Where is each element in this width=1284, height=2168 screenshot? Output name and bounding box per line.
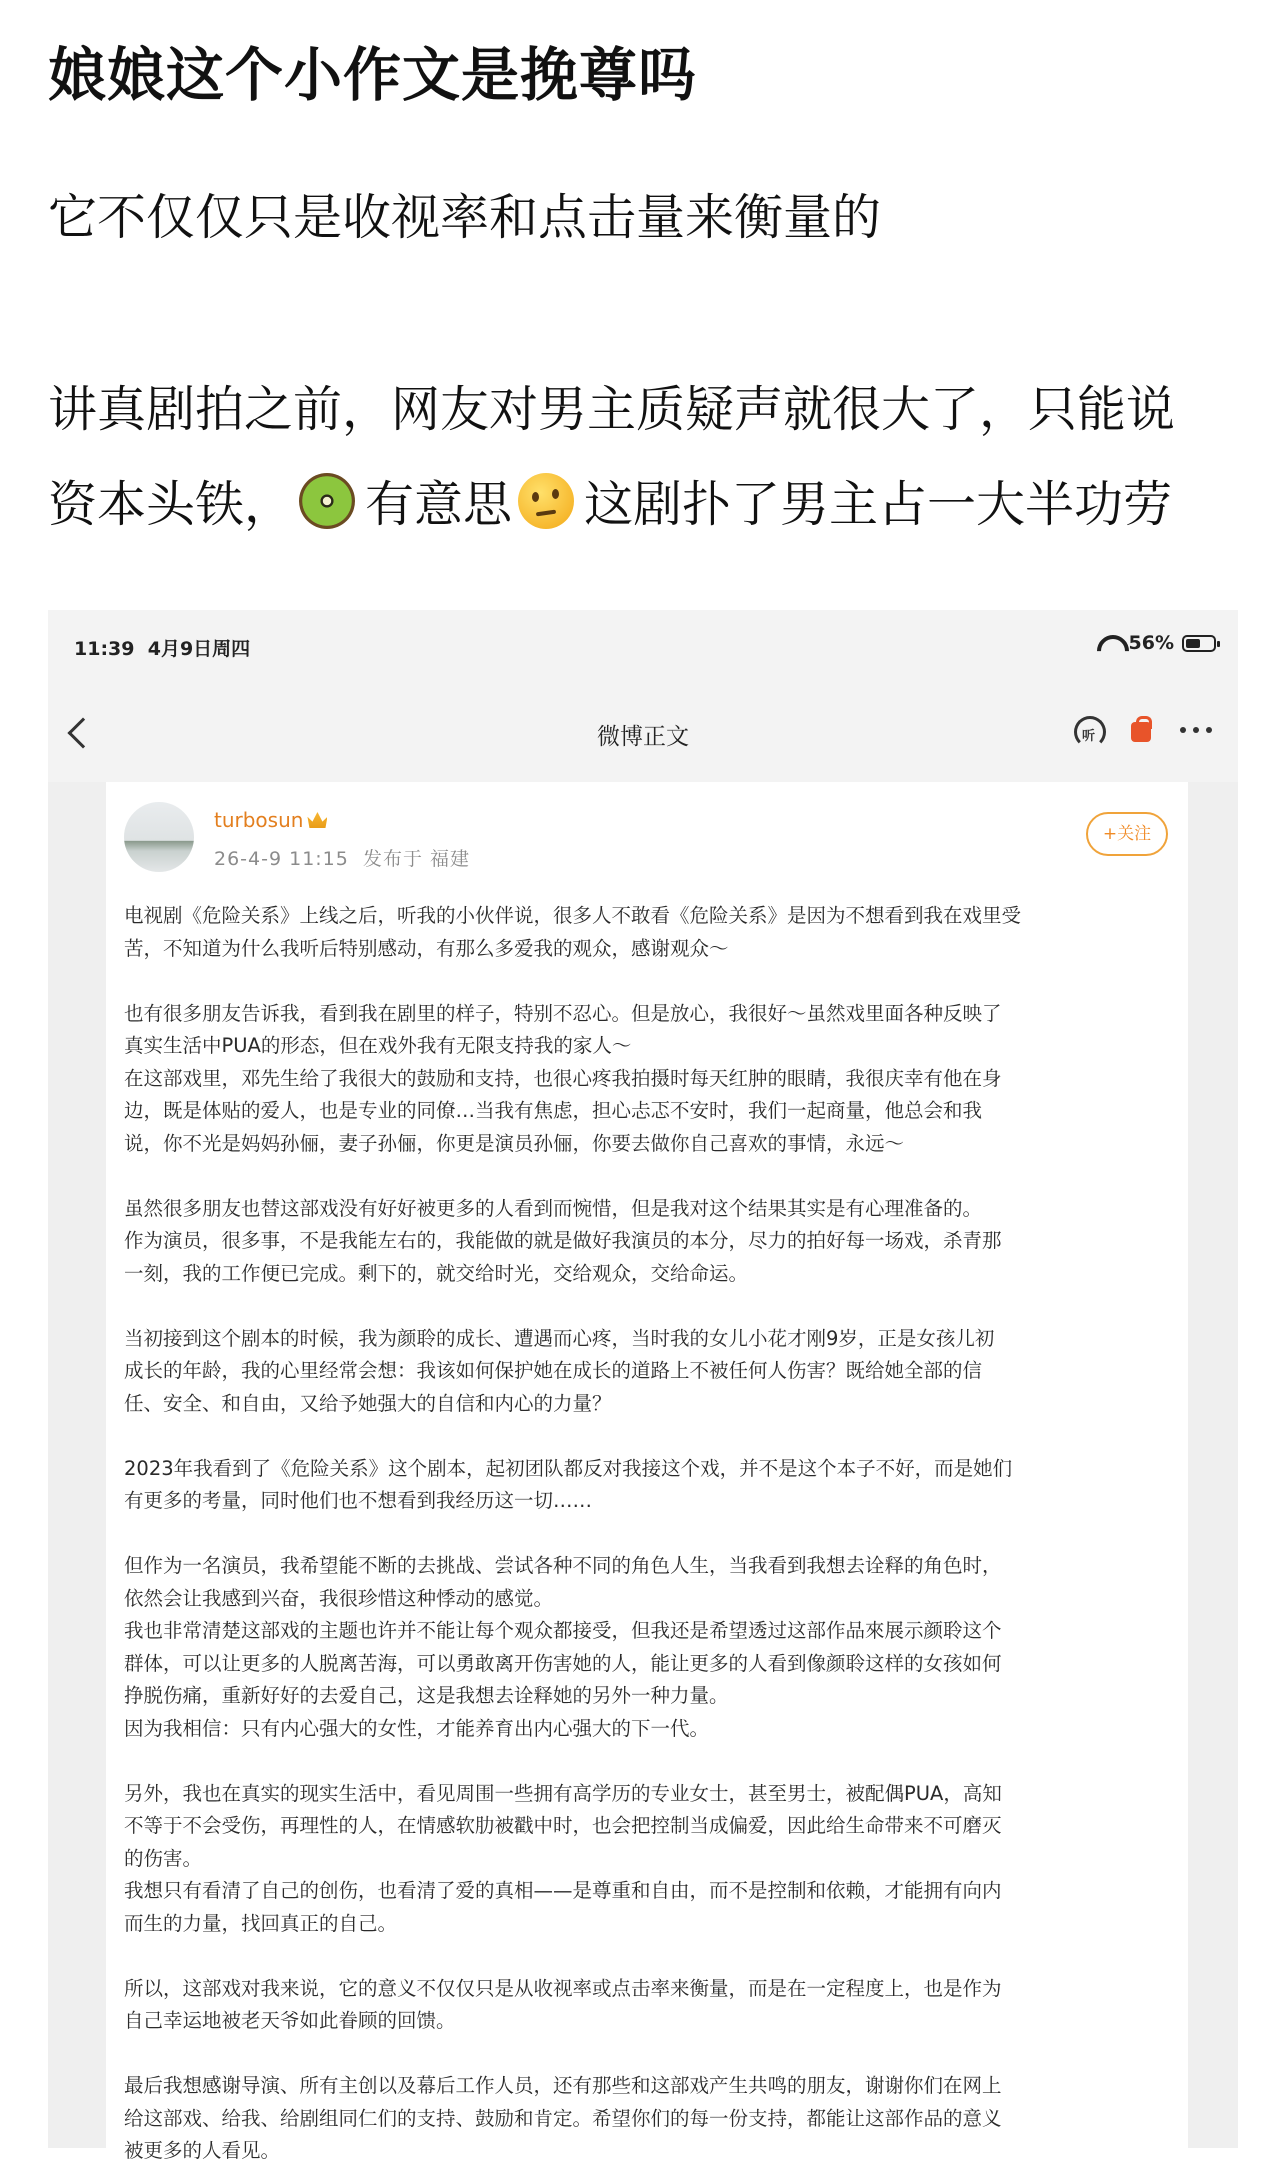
battery-icon <box>1182 635 1216 652</box>
body-line: 我也非常清楚这部戏的主题也许并不能让每个观众都接受，但我还是希望透过这部作品來展示颜聆这个 <box>124 1619 1002 1642</box>
body-gap <box>124 1160 1174 1193</box>
body-gap <box>124 965 1174 998</box>
body-gap <box>124 2038 1174 2071</box>
body-line: 苦，不知道为什么我听后特别感动，有那么多爱我的观众，感谢观众～ <box>124 936 729 960</box>
listen-icon[interactable]: 听 <box>1072 714 1106 746</box>
body-line: 也有很多朋友告诉我，看到我在剧里的样子，特别不忍心。但是放心，我很好～虽然戏里面各种反映了 <box>124 1001 1002 1025</box>
avatar[interactable] <box>124 802 194 872</box>
post-line-3c: 这剧扑了男主占一大半功劳 <box>584 476 1173 533</box>
shopping-bag-icon[interactable] <box>1128 714 1158 746</box>
body-gap <box>124 1745 1174 1778</box>
body-line: 边，既是体贴的爱人，也是专业的同僚…当我有焦虑，担心忐忑不安时，我们一起商量，他总会和我 <box>124 1099 983 1122</box>
body-line: 所以，这部戏对我来说，它的意义不仅仅只是从收视率或点击率来衡量，而是在一定程度上，也是作为 <box>124 1976 1002 2000</box>
body-line: 真实生活中PUA的形态，但在戏外我有无限支持我的家人～ <box>124 1034 632 1057</box>
battery-percent: 56% <box>1128 632 1174 654</box>
body-line: 最后我想感谢导演、所有主创以及幕后工作人员，还有那些和这部戏产生共鸣的朋友，谢谢你们在网上 <box>124 2074 1002 2097</box>
embedded-screenshot <box>48 610 1238 2162</box>
body-line: 说，你不光是妈妈孙俪，妻子孙俪，你更是演员孙俪，你要去做你自己喜欢的事情，永远～ <box>124 1131 905 1155</box>
body-line: 自己幸运地被老天爷如此眷顾的回馈。 <box>124 2009 456 2032</box>
body-line: 挣脱伤痛，重新好好的去爱自己，这是我想去诠释她的另外一种力量。 <box>124 1684 729 1707</box>
kiwi-icon <box>299 473 355 529</box>
nav-actions <box>1072 714 1212 746</box>
post-line-3a: 资本头铁， <box>48 476 294 533</box>
body-line: 作为演员，很多事，不是我能左右的，我能做的就是做好我演员的本分，尽力的拍好每一场戏，杀青那 <box>124 1229 1002 1252</box>
post-location: 发布于 福建 <box>362 848 471 870</box>
body-line: 2023年我看到了《危险关系》这个剧本，起初团队都反对我接这个戏，并不是这个本子不好，而是她们 <box>124 1456 1013 1480</box>
body-gap <box>124 1420 1174 1453</box>
post-line-3 <box>48 457 1175 552</box>
post-timestamp: 26-4-9 11:15 <box>214 848 349 870</box>
body-line: 不等于不会受伤，再理性的人，在情感软肋被戳中时，也会把控制当成偏爱，因此给生命带来不可磨灭 <box>124 1814 1002 1837</box>
body-gap <box>124 1518 1174 1551</box>
body-gap <box>124 1290 1174 1323</box>
body-line: 因为我相信：只有内心强大的女性，才能养育出内心强大的下一代。 <box>124 1716 710 1740</box>
status-date: 4月9日周四 <box>147 638 251 660</box>
body-line: 给这部戏、给我、给剧组同仁们的支持、鼓励和肯定。希望你们的每一份支持，都能让这部作品的意义 <box>124 2106 1002 2130</box>
body-line: 有更多的考量，同时他们也不想看到我经历这一切…… <box>124 1489 593 1512</box>
post-line-1: 它不仅仅只是收视率和点击量来衡量的 <box>48 189 882 246</box>
body-line: 当初接到这个剧本的时候，我为颜聆的成长、遭遇而心疼，当时我的女儿小花才刚9岁，正是女孩儿初 <box>124 1326 995 1350</box>
body-line: 另外，我也在真实的现实生活中，看见周围一些拥有高学历的专业女士，甚至男士，被配偶PUA，高知 <box>124 1781 1002 1805</box>
weibo-body <box>124 900 1174 2168</box>
status-bar <box>48 610 1238 686</box>
username[interactable]: turbosun <box>214 808 327 832</box>
status-time: 11:39 4月9日周四 <box>74 638 251 660</box>
post-line-3b: 有意思 <box>365 476 513 533</box>
thinking-face-icon <box>518 473 574 529</box>
post-paragraph-2 <box>48 362 1175 552</box>
post-line-2: 讲真剧拍之前，网友对男主质疑声就很大了，只能说 <box>48 381 1176 438</box>
body-line: 虽然很多朋友也替这部戏没有好好被更多的人看到而惋惜，但是我对这个结果其实是有心理准备的。 <box>124 1196 983 1220</box>
crown-icon <box>307 812 327 828</box>
body-line: 我想只有看清了自己的创伤，也看清了爱的真相——是尊重和自由，而不是控制和依赖，才能拥有向内 <box>124 1879 1002 1902</box>
body-line: 而生的力量，找回真正的自己。 <box>124 1911 398 1935</box>
body-line: 一刻，我的工作便已完成。剩下的，就交给时光，交给观众，交给命运。 <box>124 1261 749 1285</box>
weibo-card <box>106 782 1188 2162</box>
body-line: 被更多的人看见。 <box>124 2139 281 2162</box>
body-line: 的伤害。 <box>124 1846 203 1870</box>
wifi-icon <box>1097 635 1121 652</box>
body-line: 在这部戏里，邓先生给了我很大的鼓励和支持，也很心疼我拍摄时每天红肿的眼睛，我很庆幸有他在身 <box>124 1066 1002 1090</box>
more-icon[interactable] <box>1180 714 1212 746</box>
post-meta <box>214 844 470 871</box>
body-line: 电视剧《危险关系》上线之后，听我的小伙伴说，很多人不敢看《危险关系》是因为不想看到我在戏里受 <box>124 904 1022 927</box>
body-line: 任、安全、和自由，又给予她强大的自信和内心的力量？ <box>124 1391 612 1415</box>
body-line: 依然会让我感到兴奋，我很珍惜这种悸动的感觉。 <box>124 1586 554 1610</box>
status-indicators <box>1097 632 1216 654</box>
nav-title: 微博正文 <box>597 724 689 750</box>
body-line: 成长的年龄，我的心里经常会想：我该如何保护她在成长的道路上不被任何人伤害？既给她全部的信 <box>124 1359 983 1382</box>
body-line: 但作为一名演员，我希望能不断的去挑战、尝试各种不同的角色人生，当我看到我想去诠释的角色时， <box>124 1554 1002 1577</box>
post-title: 娘娘这个小作文是挽尊吗 <box>48 41 698 109</box>
nav-bar <box>48 686 1238 782</box>
body-gap <box>124 1940 1174 1973</box>
body-line: 群体，可以让更多的人脱离苦海，可以勇敢离开伤害她的人，能让更多的人看到像颜聆这样的女孩如何 <box>124 1651 1002 1675</box>
follow-button[interactable]: +关注 <box>1086 812 1168 856</box>
